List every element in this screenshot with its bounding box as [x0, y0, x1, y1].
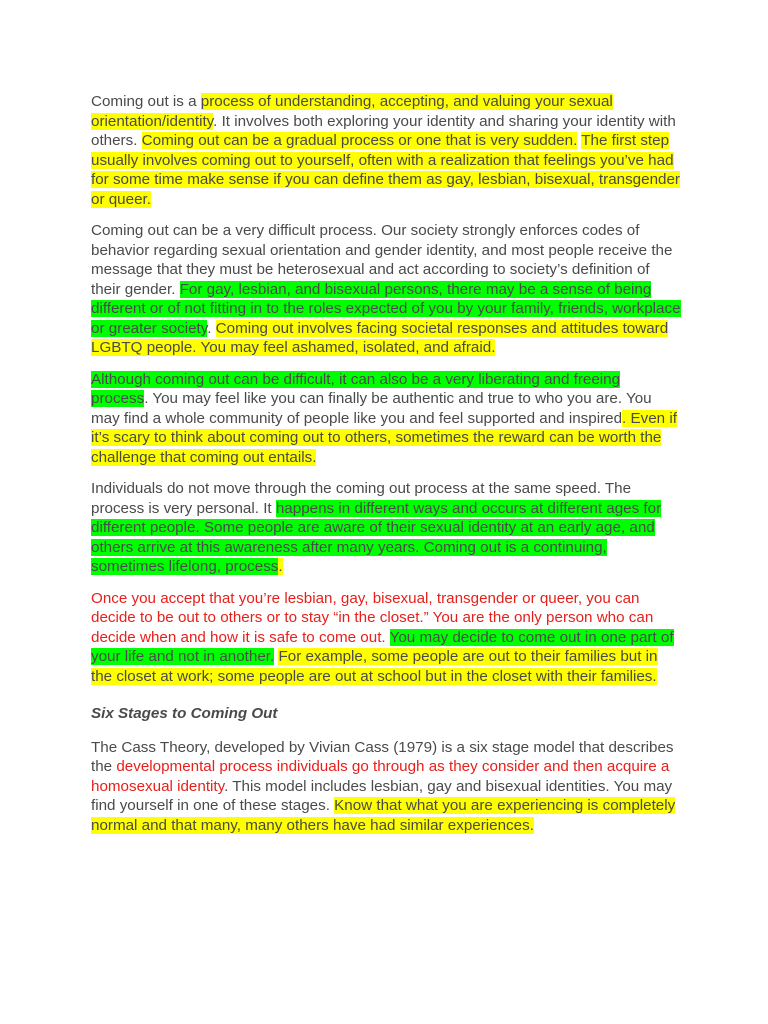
- paragraph-6: [91, 738, 681, 836]
- text-run: Coming out can be a gradual process or one that is very sudden.: [141, 132, 578, 149]
- paragraph-5: [91, 589, 681, 687]
- document-body: [91, 92, 681, 847]
- text-run: The Cass Theory, developed by Vivian Cass (1979) is a six stage model that describes the: [91, 738, 674, 775]
- text-run: The first step usually involves coming out to yourself, often with a realization that feelings you’ve had for some time make sense if you can define them as gay, lesbian, bisexual, transgender or queer.: [91, 132, 680, 208]
- paragraph-2: [91, 221, 681, 358]
- text-run: Coming out is a: [91, 93, 201, 110]
- text-run: For example, some people are out to their families but in the closet at work; some people are out at school but in the closet with their families.: [91, 648, 658, 685]
- text-run: . You may feel like you can finally be authentic and true to who you are. You may find a whole community of people like you and feel supported and inspired: [91, 390, 652, 427]
- text-run: Know that what you are experiencing is completely normal and that many, many others have had similar experiences.: [91, 797, 676, 834]
- text-run: developmental process individuals go through as they consider and then acquire a homosexual identity: [91, 758, 670, 795]
- text-run: . Even if it’s scary to think about coming out to others, sometimes the reward can be worth the challenge that coming out entails.: [91, 409, 677, 466]
- text-run: happens in different ways and occurs at different ages for different people. Some people are aware of their sexual identity at an early age, and others arrive at this awareness after many years. Coming out is a continuing, sometimes lifelong, process: [91, 499, 662, 575]
- text-run: Coming out can be a very difficult process. Our society strongly enforces codes of behavior regarding sexual orientation and gender identity, and most people receive the message that they must be heterosexual and act according to society’s definition of their gender.: [91, 222, 673, 298]
- text-run: .: [278, 558, 283, 575]
- section-heading: Six Stages to Coming Out: [91, 705, 278, 722]
- paragraph-3: [91, 370, 681, 468]
- text-run: Although coming out can be difficult, it can also be a very liberating and freeing process: [91, 370, 621, 407]
- text-run: For gay, lesbian, and bisexual persons, there may be a sense of being different or of not fitting in to the roles expected of you by your family, friends, workplace or greater society: [91, 280, 681, 337]
- text-run: .: [207, 319, 216, 337]
- text-run: . It involves both exploring your identity and sharing your identity with others.: [91, 112, 676, 149]
- text-run: Coming out involves facing societal responses and attitudes toward LGBTQ people. You may feel ashamed, isolated, and afraid.: [91, 319, 669, 356]
- text-run: You may decide to come out in one part of your life and not in another.: [91, 628, 674, 665]
- paragraph-1: [91, 92, 681, 209]
- paragraph-4: [91, 479, 681, 577]
- text-run: process of understanding, accepting, and valuing your sexual orientation/identity: [91, 93, 613, 130]
- text-run: Individuals do not move through the coming out process at the same speed. The process is very personal. It: [91, 480, 632, 517]
- text-run: Once you accept that you’re lesbian, gay, bisexual, transgender or queer, you can decide to be out to others or to stay “in the closet.” You are the only person who can decide when and how it is safe to come out.: [91, 589, 654, 646]
- text-run: . This model includes lesbian, gay and bisexual identities. You may find yourself in one of these stages.: [91, 777, 673, 814]
